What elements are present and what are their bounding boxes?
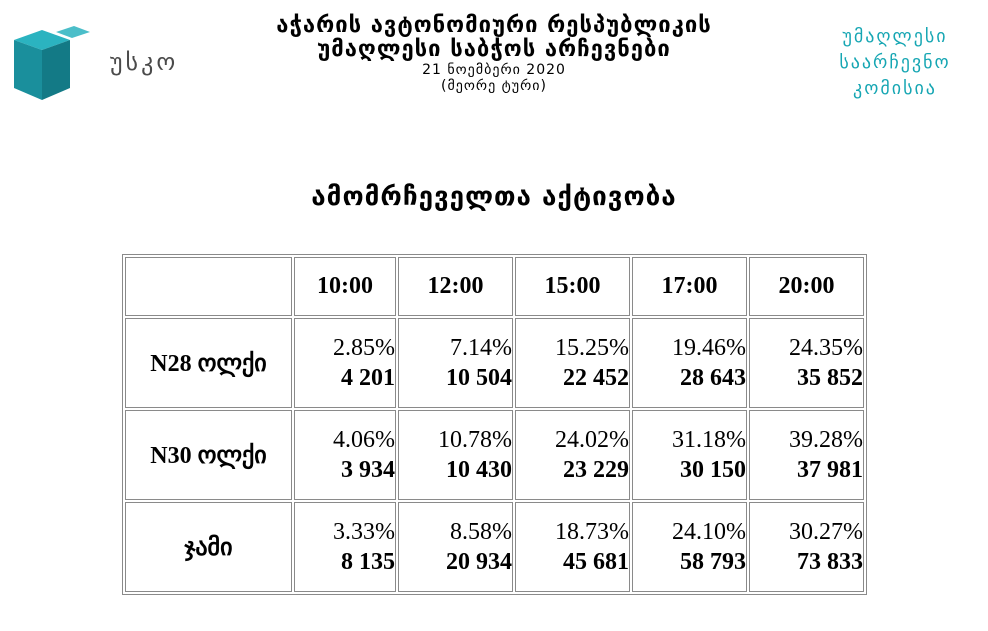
table-header-row <box>125 257 864 316</box>
commission-line-1: უმაღლესი <box>842 26 948 47</box>
turnout-cell <box>515 410 630 500</box>
turnout-cell <box>749 318 864 408</box>
turnout-percent: 19.46% <box>672 335 746 361</box>
turnout-cell <box>515 318 630 408</box>
turnout-cell <box>515 502 630 592</box>
turnout-cell <box>294 318 396 408</box>
turnout-percent: 31.18% <box>672 427 746 453</box>
turnout-count: 10 504 <box>446 365 512 391</box>
time-header: 12:00 <box>398 257 513 316</box>
turnout-cell <box>294 502 396 592</box>
header-line-1: აჭარის ავტონომიური რესპუბლიკის <box>276 13 712 38</box>
turnout-count: 3 934 <box>341 457 395 483</box>
turnout-count: 28 643 <box>680 365 746 391</box>
table-row <box>125 410 864 500</box>
turnout-percent: 7.14% <box>450 335 512 361</box>
turnout-percent: 30.27% <box>789 519 863 545</box>
table-row <box>125 318 864 408</box>
logo-text: უსკო <box>110 48 179 76</box>
time-header: 15:00 <box>515 257 630 316</box>
turnout-count: 4 201 <box>341 365 395 391</box>
turnout-percent: 2.85% <box>333 335 395 361</box>
turnout-count: 73 833 <box>797 549 863 575</box>
turnout-count: 37 981 <box>797 457 863 483</box>
turnout-cell <box>632 318 747 408</box>
turnout-percent: 24.10% <box>672 519 746 545</box>
turnout-percent: 3.33% <box>333 519 395 545</box>
turnout-count: 45 681 <box>563 549 629 575</box>
turnout-count: 35 852 <box>797 365 863 391</box>
turnout-count: 10 430 <box>446 457 512 483</box>
turnout-count: 20 934 <box>446 549 512 575</box>
commission-line-2: საარჩევნო <box>839 52 951 73</box>
turnout-count: 58 793 <box>680 549 746 575</box>
turnout-cell <box>294 410 396 500</box>
commission-line-3: კომისია <box>853 78 937 99</box>
turnout-percent: 39.28% <box>789 427 863 453</box>
table-row <box>125 502 864 592</box>
turnout-count: 8 135 <box>341 549 395 575</box>
turnout-percent: 24.02% <box>555 427 629 453</box>
turnout-cell <box>398 318 513 408</box>
header-round: (მეორე ტური) <box>441 78 547 94</box>
turnout-cell <box>398 410 513 500</box>
turnout-cell <box>398 502 513 592</box>
page-title: ამომრჩეველთა აქტივობა <box>311 182 677 212</box>
turnout-cell <box>749 410 864 500</box>
turnout-count: 23 229 <box>563 457 629 483</box>
turnout-percent: 8.58% <box>450 519 512 545</box>
time-header: 10:00 <box>294 257 396 316</box>
header-date: 21 ნოემბერი 2020 <box>422 62 566 78</box>
turnout-percent: 15.25% <box>555 335 629 361</box>
turnout-count: 30 150 <box>680 457 746 483</box>
row-label: N28 ოლქი <box>125 318 292 408</box>
turnout-percent: 10.78% <box>438 427 512 453</box>
turnout-cell <box>749 502 864 592</box>
empty-corner-cell <box>125 257 292 316</box>
commission-name <box>820 24 970 102</box>
time-header: 20:00 <box>749 257 864 316</box>
turnout-count: 22 452 <box>563 365 629 391</box>
time-header: 17:00 <box>632 257 747 316</box>
turnout-percent: 24.35% <box>789 335 863 361</box>
turnout-cell <box>632 502 747 592</box>
turnout-cell <box>632 410 747 500</box>
turnout-percent: 18.73% <box>555 519 629 545</box>
row-label: N30 ოლქი <box>125 410 292 500</box>
row-label: ჯამი <box>125 502 292 592</box>
header-line-2: უმაღლესი საბჭოს არჩევნები <box>317 37 671 62</box>
turnout-percent: 4.06% <box>333 427 395 453</box>
turnout-table <box>122 254 867 595</box>
